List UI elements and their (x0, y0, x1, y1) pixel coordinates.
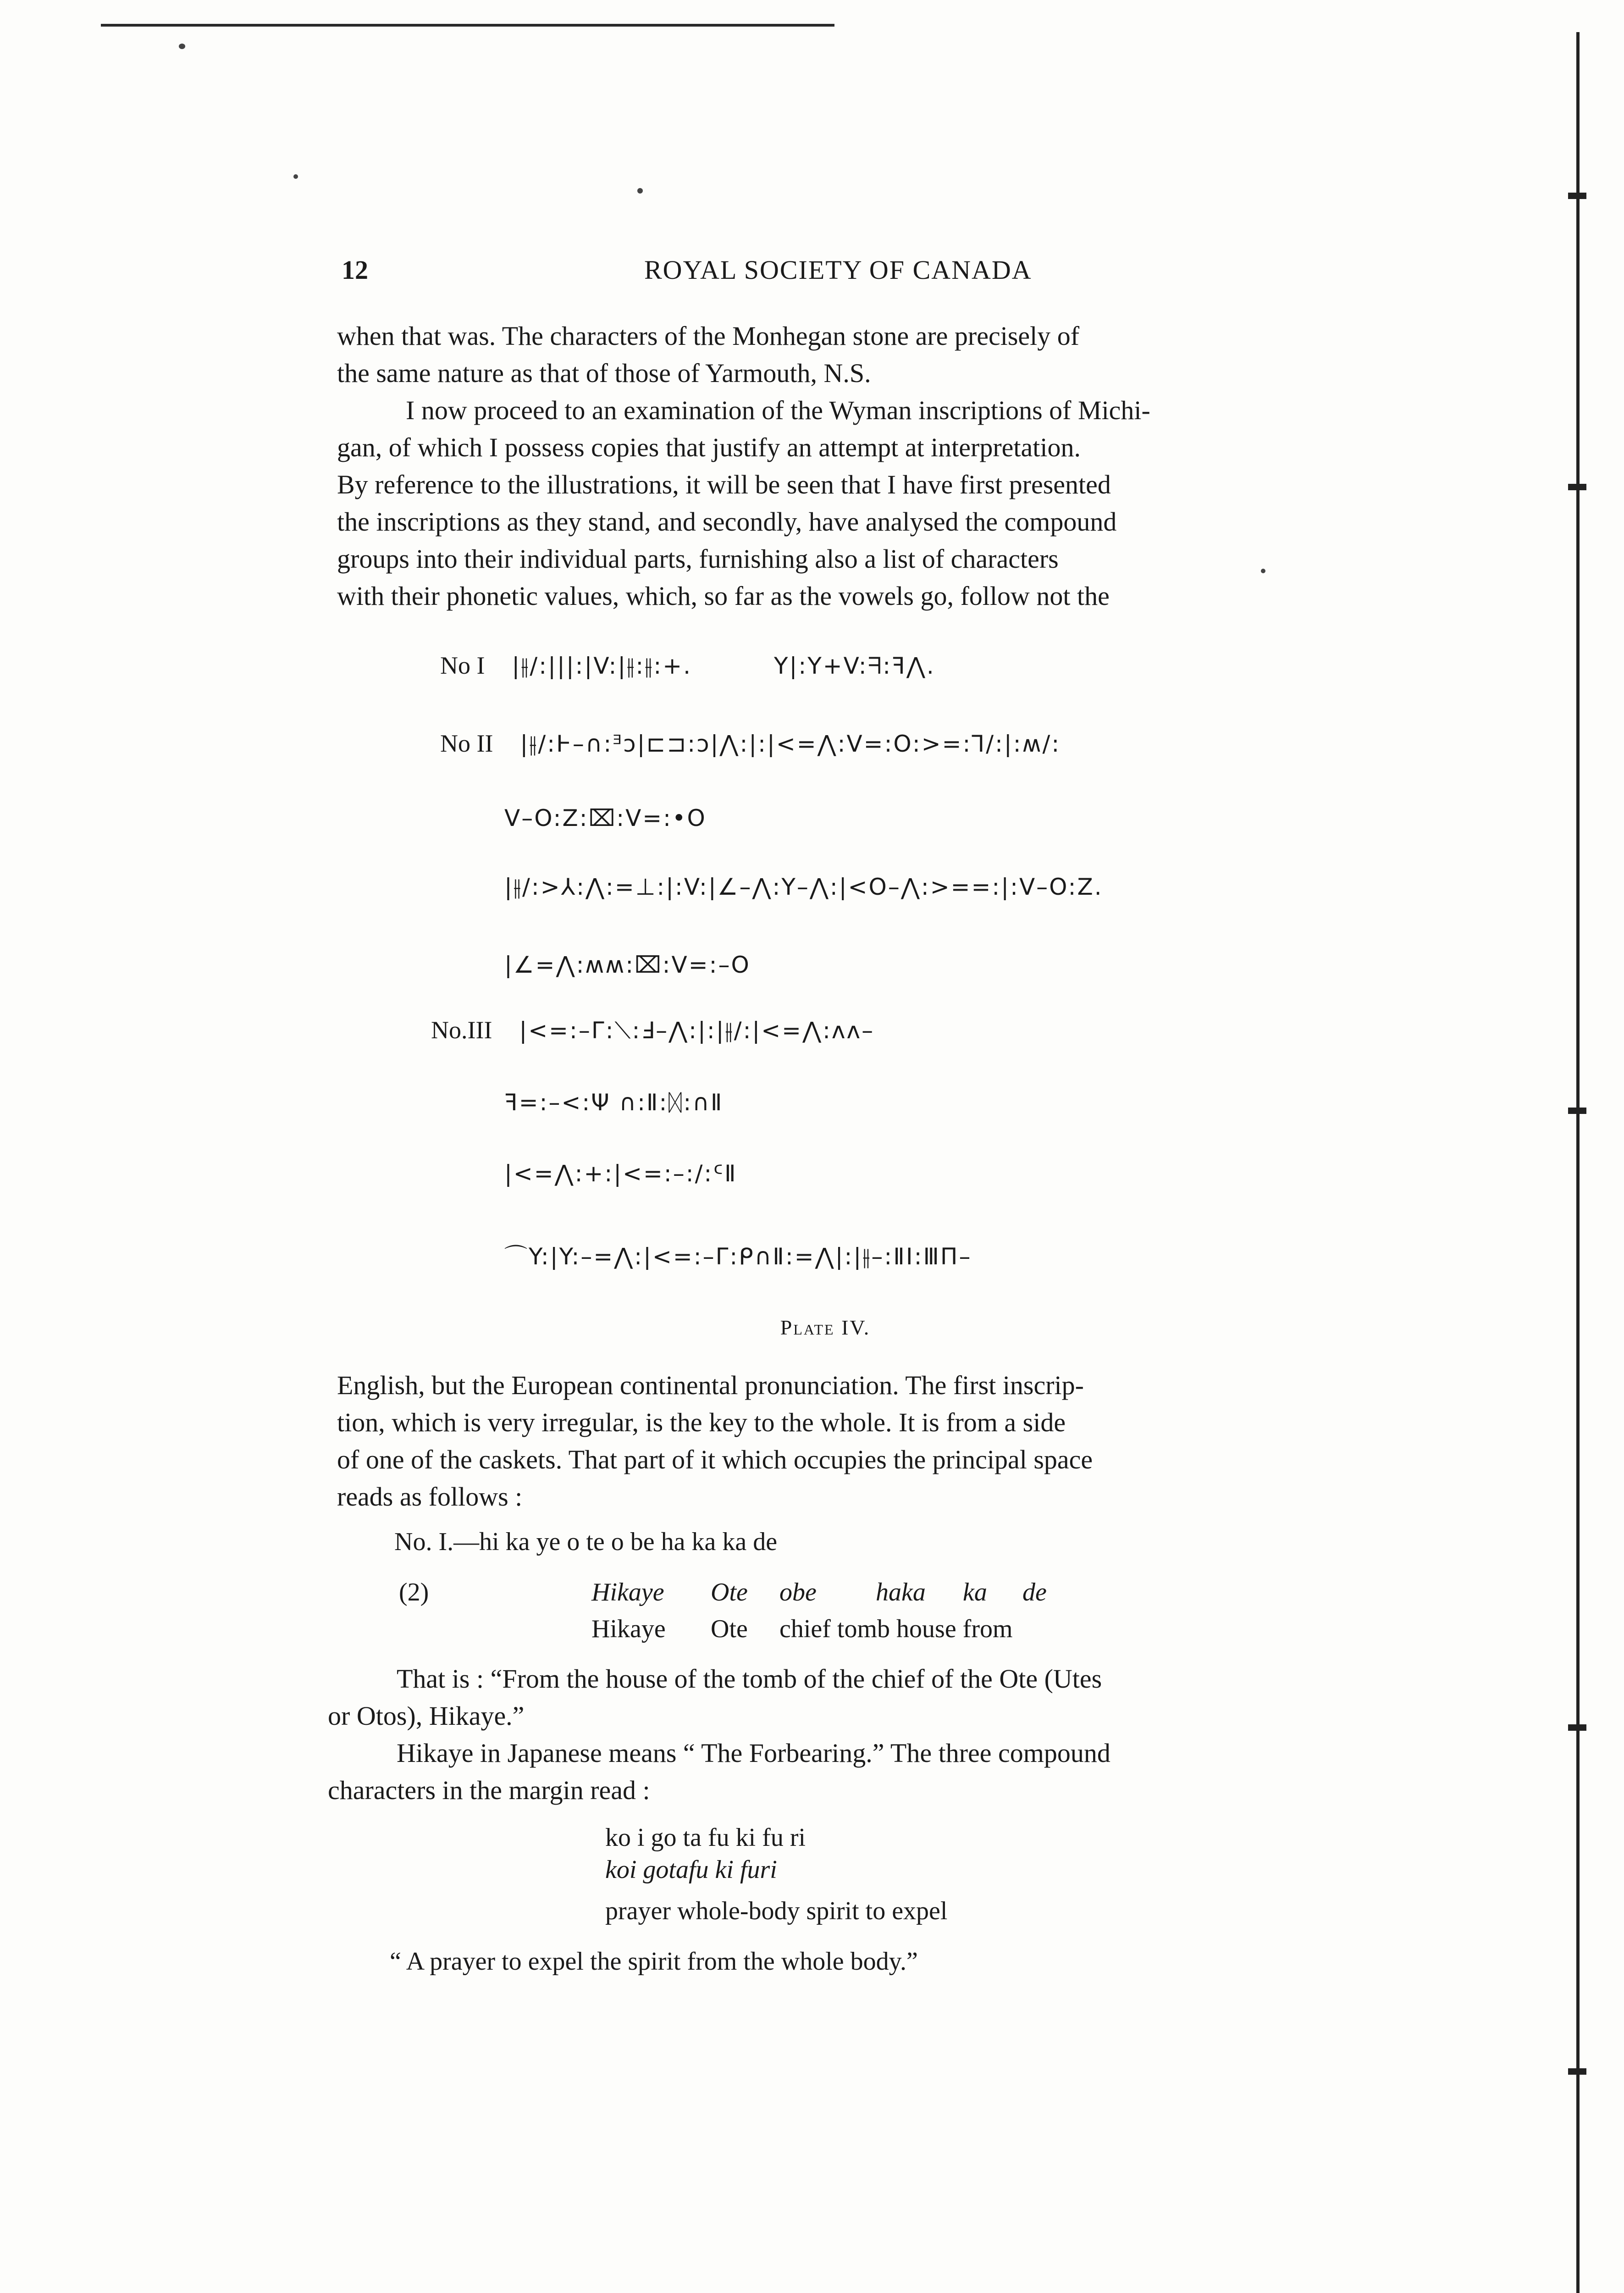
reading-no-1-transliteration (0, 1578, 1624, 1614)
scan-rule-tick (1568, 1724, 1586, 1731)
inscription-no-2-line-2 (504, 805, 707, 831)
inscription-glyphs: V–O:Z:⌧:V=:•O (504, 805, 707, 831)
inscription-label: No II (440, 730, 493, 757)
scan-rule-tick (1568, 484, 1586, 490)
inscription-label: No I (440, 652, 485, 679)
closing-quote: “ A prayer to expel the spirit from the whole body.” (390, 1947, 918, 1976)
text-line: tion, which is very irregular, is the key to the whole. It is from a side (337, 1407, 1066, 1437)
text-block-top (337, 317, 1346, 615)
text-line: reads as follows : (337, 1482, 523, 1512)
paragraph-3 (337, 1367, 1346, 1515)
inscription-no-3-line-2 (504, 1089, 723, 1116)
text-line: the same nature as that of those of Yarmouth, N.S. (337, 358, 871, 388)
transliteration-word: Ote (711, 1578, 748, 1606)
text-line: I now proceed to an examination of the Wyman inscriptions of Michi- (406, 395, 1150, 425)
text-line: when that was. The characters of the Monhegan stone are precisely of (337, 321, 1080, 351)
scan-speck (179, 44, 185, 49)
scan-speck (637, 188, 643, 194)
text-line: or Otos), Hikaye.” (328, 1701, 525, 1731)
plate-caption: Plate IV. (780, 1316, 871, 1339)
paragraph-1 (337, 317, 1346, 392)
text-line: with their phonetic values, which, so far as the vowels go, follow not the (337, 581, 1110, 611)
text-line: Hikaye in Japanese means “ The Forbearing.” The three compound (397, 1738, 1110, 1768)
inscription-no-2-line-3 (504, 874, 1103, 901)
transliteration-word: haka (876, 1578, 926, 1606)
transliteration-word: obe (779, 1578, 817, 1606)
inscription-no-2-line-4 (504, 952, 751, 978)
reading-2-syllables: ko i go ta fu ki fu ri (605, 1823, 806, 1852)
inscription-glyphs: |<=⋀:+:|<=:–:/:ᑦⅡ (504, 1160, 737, 1187)
transliteration-word: Hikaye (591, 1578, 664, 1606)
text-line: characters in the margin read : (328, 1775, 650, 1805)
inscription-label: No.III (431, 1016, 492, 1044)
scan-rule-tick (1568, 2068, 1586, 2075)
inscription-glyphs: |⫲/:|||:|V:|⫲:⫲:+. (512, 653, 692, 679)
scan-rule-tick (1568, 1108, 1586, 1114)
reading-no-1-number: (2) (399, 1578, 429, 1606)
reading-no-1-gloss (0, 1614, 1624, 1651)
scan-speck (293, 174, 298, 179)
transliteration-word: ka (963, 1578, 987, 1606)
running-header (342, 255, 1346, 291)
inscription-glyphs: Y|:Y+V:ᖷ:ꟻ⋀. (773, 653, 935, 679)
inscription-no-3-line-4 (504, 1238, 972, 1271)
transliteration-word: de (1022, 1578, 1047, 1606)
inscription-glyphs: ⌒Y:|Y:–=⋀:|<=:–Γ:ᑭ∩Ⅱ:=⋀|:|⫲–:ⅡⅠ:ⅢΠ– (504, 1243, 972, 1270)
text-line: the inscriptions as they stand, and secondly, have analysed the compound (337, 507, 1117, 537)
gloss-word: Ote (711, 1615, 748, 1643)
page-number: 12 (342, 255, 368, 285)
inscription-no-3-line-3 (504, 1160, 737, 1187)
reading-2-gloss: prayer whole-body spirit to expel (605, 1897, 948, 1925)
inscription-glyphs: |∠=⋀:ʍʍ:⌧:V=:–O (504, 952, 751, 978)
text-line: By reference to the illustrations, it will be seen that I have first presented (337, 470, 1111, 499)
text-block-lower (328, 1660, 1346, 1809)
inscription-no-1 (440, 651, 935, 680)
inscription-glyphs: ꟻ=:–<:Ψ ∩:Ⅱ:ᛞ:∩Ⅱ (504, 1089, 724, 1116)
running-title: ROYAL SOCIETY OF CANADA (644, 255, 1032, 285)
gloss-word: chief tomb house from (779, 1615, 1013, 1643)
text-line: English, but the European continental pronunciation. The first inscrip- (337, 1370, 1084, 1400)
paragraph-4 (328, 1660, 1346, 1734)
inscription-glyphs: |⫲/:>⅄:⋀:=⊥:|:V:|∠–⋀:Y–⋀:|<O–⋀:>==:|:V–O:Z. (504, 874, 1103, 900)
text-line: gan, of which I possess copies that justify an attempt at interpretation. (337, 432, 1081, 462)
inscription-glyphs: |⫲/:Ͱ–∩:ᴲↄ|⊏⊐:ↄ|⋀:|:|<=⋀:V=:O:>=:⅂/:|:ʍ/: (520, 731, 1061, 757)
text-line: That is : “From the house of the tomb of the chief of the Ote (Utes (397, 1664, 1102, 1694)
paragraph-5 (328, 1734, 1346, 1809)
scan-top-rule (101, 24, 834, 27)
text-line: groups into their individual parts, furnishing also a list of characters (337, 544, 1059, 574)
inscription-glyphs: |<=:–Γ:⟍:Ⅎ–⋀:|:|⫲/:|<=⋀:ʌʌ– (519, 1017, 875, 1044)
text-block-middle (337, 1367, 1346, 1515)
paragraph-2 (337, 392, 1346, 615)
text-line: of one of the caskets. That part of it which occupies the principal space (337, 1445, 1093, 1474)
gloss-word: Hikaye (591, 1615, 666, 1643)
scan-right-rule (1576, 32, 1580, 2293)
reading-2-transliteration: koi gotafu ki furi (605, 1855, 777, 1884)
inscription-no-3-line-1 (431, 1016, 874, 1044)
inscription-no-2-line-1 (440, 729, 1061, 758)
scan-rule-tick (1568, 193, 1586, 199)
reading-no-1-syllables: No. I.—hi ka ye o te o be ha ka ka de (394, 1528, 778, 1556)
plate-inscriptions (413, 642, 1307, 1307)
